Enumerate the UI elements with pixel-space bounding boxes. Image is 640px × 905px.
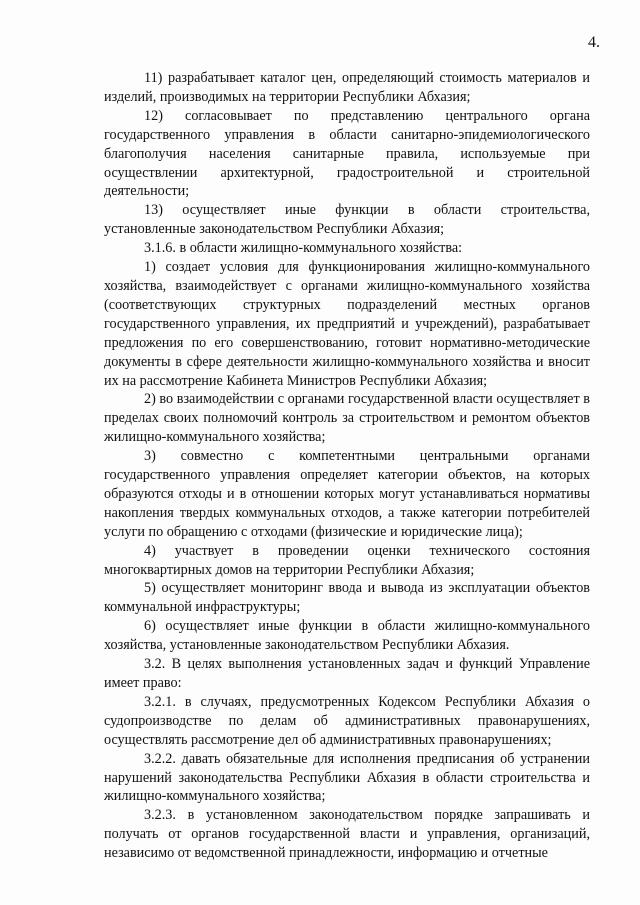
- paragraph: 3.2.2. давать обязательные для исполнения предписания об устранении нарушений законодательства Республики Абхазия в области строительства и жилищно-коммунального хозяйства;: [104, 750, 590, 805]
- paragraph: 1) создает условия для функционирования жилищно-коммунального хозяйства, взаимодействует с органами жилищно-коммунального хозяйства (соответствующих структурных подразделений местных органов государственного управления, их предприятий и учреждений), разрабатывает предложения по его совершенствованию, готовит нормативно-методические документы в сфере деятельности жилищно-коммунального хозяйства и вносит их на рассмотрение Кабинета Министров Республики Абхазия;: [104, 259, 590, 389]
- page-number: 4.: [588, 34, 600, 51]
- paragraph: 3.2.3. в установленном законодательством порядке запрашивать и получать от органов государственной власти и управления, организаций, независимо от ведомственной принадлежности, информацию и отчетные: [104, 807, 590, 862]
- paragraph: 13) осуществляет иные функции в области строительства, установленные законодательством Республики Абхазия;: [104, 202, 590, 238]
- paragraph: 3) совместно с компетентными центральными органами государственного управления определяет категории объектов, на которых образуются отходы и в отношении которых могут устанавливаться нормативы накопления твердых коммунальных отходов, а также категории потребителей услуги по обращению с отходами (физические и юридические лица);: [104, 448, 590, 540]
- paragraph: 3.1.6. в области жилищно-коммунального хозяйства:: [144, 240, 463, 257]
- paragraph: 5) осуществляет мониторинг ввода и вывода из эксплуатации объектов коммунальной инфраструктуры;: [104, 580, 590, 616]
- paragraph: 2) во взаимодействии с органами государственной власти осуществляет в пределах своих полномочий контроль за строительством и ремонтом объектов жилищно-коммунального хозяйства;: [104, 391, 590, 446]
- paragraph: 3.2.1. в случаях, предусмотренных Кодексом Республики Абхазия о судопроизводстве по делам об административных правонарушениях, осуществлять рассмотрение дел об административных правонарушениях;: [104, 693, 590, 748]
- paragraph: 11) разрабатывает каталог цен, определяющий стоимость материалов и изделий, производимых на территории Республики Абхазия;: [104, 70, 590, 105]
- paragraph: 4) участвует в проведении оценки технического состояния многоквартирных домов на территории Республики Абхазия;: [104, 542, 590, 578]
- document-body: [104, 69, 590, 863]
- paragraph: 12) согласовывает по представлению центрального органа государственного управления в области санитарно-эпидемиологического благополучия населения санитарные правила, используемые при осуществлении архитектурной, градостроительной и строительной деятельности;: [104, 107, 590, 200]
- paragraph: 6) осуществляет иные функции в области жилищно-коммунального хозяйства, установленные законодательством Республики Абхазия.: [104, 618, 590, 654]
- paragraph: 3.2. В целях выполнения установленных задач и функций Управление имеет право:: [104, 656, 590, 691]
